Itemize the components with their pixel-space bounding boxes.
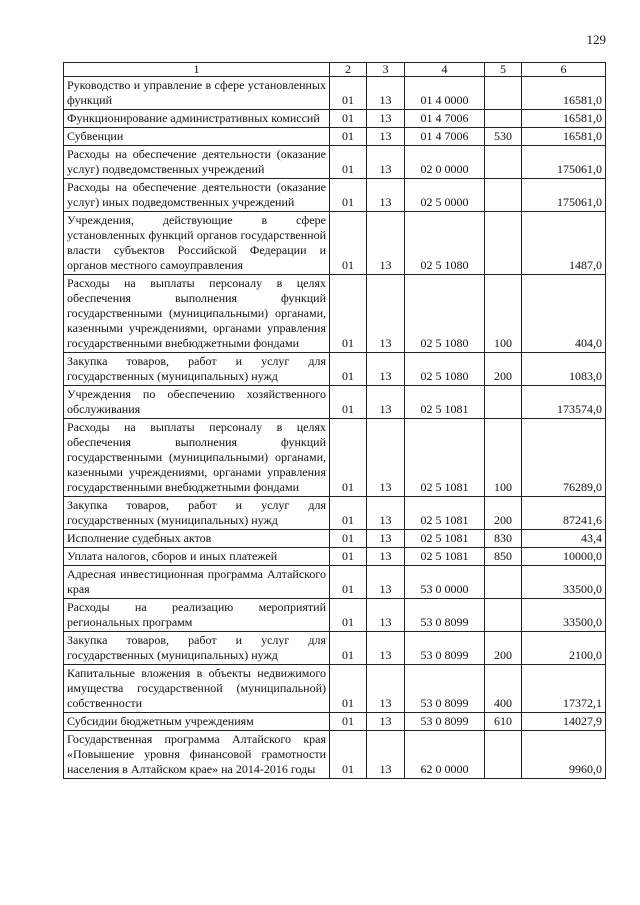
row-target-article-cell: 02 5 1081 (405, 497, 485, 530)
header-cell-5: 5 (485, 63, 522, 77)
row-amount-cell: 1083,0 (522, 353, 606, 386)
row-subsection-cell: 13 (367, 713, 405, 731)
row-target-article-cell: 02 5 1080 (405, 275, 485, 353)
row-subsection-cell: 13 (367, 212, 405, 275)
row-section-cell: 01 (330, 566, 367, 599)
row-name-cell: Учреждения, действующие в сфере установленных функций органов государственной власти субъектов Российской Федерации и органов местного самоуправления (64, 212, 330, 275)
row-target-article-cell: 01 4 0000 (405, 77, 485, 110)
table-row (64, 497, 606, 530)
row-subsection-cell: 13 (367, 665, 405, 713)
row-name-cell: Субвенции (64, 128, 330, 146)
row-amount-cell: 14027,9 (522, 713, 606, 731)
row-section-cell: 01 (330, 386, 367, 419)
row-name-cell: Субсидии бюджетным учреждениям (64, 713, 330, 731)
row-target-article-cell: 01 4 7006 (405, 110, 485, 128)
row-name-cell: Расходы на реализацию мероприятий региональных программ (64, 599, 330, 632)
budget-table (63, 62, 606, 779)
table-row (64, 386, 606, 419)
row-name-cell: Учреждения по обеспечению хозяйственного обслуживания (64, 386, 330, 419)
table-row (64, 353, 606, 386)
row-expense-type-cell (485, 731, 522, 779)
table-row (64, 731, 606, 779)
row-amount-cell: 10000,0 (522, 548, 606, 566)
table-row (64, 179, 606, 212)
row-amount-cell: 2100,0 (522, 632, 606, 665)
row-amount-cell: 17372,1 (522, 665, 606, 713)
table-row (64, 146, 606, 179)
row-section-cell: 01 (330, 713, 367, 731)
row-target-article-cell: 01 4 7006 (405, 128, 485, 146)
row-subsection-cell: 13 (367, 179, 405, 212)
table-row (64, 599, 606, 632)
row-expense-type-cell (485, 212, 522, 275)
table-row (64, 275, 606, 353)
row-expense-type-cell (485, 566, 522, 599)
row-target-article-cell: 02 5 1081 (405, 530, 485, 548)
row-expense-type-cell: 100 (485, 419, 522, 497)
row-section-cell: 01 (330, 599, 367, 632)
row-target-article-cell: 53 0 8099 (405, 632, 485, 665)
header-cell-2: 2 (330, 63, 367, 77)
row-section-cell: 01 (330, 632, 367, 665)
header-row (64, 63, 606, 77)
row-amount-cell: 87241,6 (522, 497, 606, 530)
table-row (64, 530, 606, 548)
header-cell-6: 6 (522, 63, 606, 77)
row-name-cell: Расходы на обеспечение деятельности (оказание услуг) подведомственных учреждений (64, 146, 330, 179)
row-section-cell: 01 (330, 275, 367, 353)
row-name-cell: Адресная инвестиционная программа Алтайского края (64, 566, 330, 599)
row-section-cell: 01 (330, 548, 367, 566)
row-section-cell: 01 (330, 665, 367, 713)
table-row (64, 110, 606, 128)
row-subsection-cell: 13 (367, 599, 405, 632)
row-section-cell: 01 (330, 731, 367, 779)
row-subsection-cell: 13 (367, 275, 405, 353)
row-name-cell: Государственная программа Алтайского края «Повышение уровня финансовой грамотности населения в Алтайском крае» на 2014-2016 годы (64, 731, 330, 779)
row-expense-type-cell (485, 599, 522, 632)
table-row (64, 665, 606, 713)
row-target-article-cell: 02 5 1080 (405, 212, 485, 275)
row-target-article-cell: 02 5 0000 (405, 179, 485, 212)
row-expense-type-cell (485, 386, 522, 419)
row-subsection-cell: 13 (367, 632, 405, 665)
table-row (64, 713, 606, 731)
row-expense-type-cell: 200 (485, 353, 522, 386)
row-name-cell: Функционирование административных комиссий (64, 110, 330, 128)
row-subsection-cell: 13 (367, 386, 405, 419)
row-amount-cell: 33500,0 (522, 599, 606, 632)
row-name-cell: Расходы на обеспечение деятельности (оказание услуг) иных подведомственных учреждений (64, 179, 330, 212)
row-name-cell: Расходы на выплаты персоналу в целях обеспечения выполнения функций государственными (муниципальными) органами, казенными учреждениями, органами управления государственными внебюджетными фондами (64, 419, 330, 497)
row-amount-cell: 9960,0 (522, 731, 606, 779)
row-subsection-cell: 13 (367, 548, 405, 566)
row-expense-type-cell (485, 146, 522, 179)
row-name-cell: Капитальные вложения в объекты недвижимого имущества государственной (муниципальной) собственности (64, 665, 330, 713)
row-expense-type-cell: 400 (485, 665, 522, 713)
row-expense-type-cell: 850 (485, 548, 522, 566)
row-name-cell: Руководство и управление в сфере установленных функций (64, 77, 330, 110)
table-row (64, 548, 606, 566)
row-subsection-cell: 13 (367, 530, 405, 548)
row-subsection-cell: 13 (367, 419, 405, 497)
row-subsection-cell: 13 (367, 110, 405, 128)
row-section-cell: 01 (330, 212, 367, 275)
row-amount-cell: 16581,0 (522, 77, 606, 110)
row-section-cell: 01 (330, 419, 367, 497)
row-amount-cell: 404,0 (522, 275, 606, 353)
row-subsection-cell: 13 (367, 353, 405, 386)
page-number: 129 (586, 32, 606, 47)
row-subsection-cell: 13 (367, 731, 405, 779)
row-section-cell: 01 (330, 128, 367, 146)
table-row (64, 419, 606, 497)
row-expense-type-cell: 200 (485, 497, 522, 530)
row-amount-cell: 175061,0 (522, 146, 606, 179)
header-cell-4: 4 (405, 63, 485, 77)
row-target-article-cell: 53 0 8099 (405, 713, 485, 731)
row-expense-type-cell (485, 110, 522, 128)
row-subsection-cell: 13 (367, 566, 405, 599)
row-expense-type-cell (485, 77, 522, 110)
row-target-article-cell: 02 0 0000 (405, 146, 485, 179)
row-expense-type-cell (485, 179, 522, 212)
row-expense-type-cell: 100 (485, 275, 522, 353)
row-expense-type-cell: 530 (485, 128, 522, 146)
row-name-cell: Исполнение судебных актов (64, 530, 330, 548)
row-target-article-cell: 02 5 1081 (405, 419, 485, 497)
row-section-cell: 01 (330, 179, 367, 212)
row-target-article-cell: 02 5 1081 (405, 548, 485, 566)
row-section-cell: 01 (330, 77, 367, 110)
row-expense-type-cell: 200 (485, 632, 522, 665)
row-amount-cell: 173574,0 (522, 386, 606, 419)
row-name-cell: Закупка товаров, работ и услуг для государственных (муниципальных) нужд (64, 497, 330, 530)
row-expense-type-cell: 610 (485, 713, 522, 731)
row-subsection-cell: 13 (367, 77, 405, 110)
row-name-cell: Закупка товаров, работ и услуг для государственных (муниципальных) нужд (64, 632, 330, 665)
row-name-cell: Уплата налогов, сборов и иных платежей (64, 548, 330, 566)
row-section-cell: 01 (330, 530, 367, 548)
table-row (64, 566, 606, 599)
row-section-cell: 01 (330, 110, 367, 128)
row-amount-cell: 33500,0 (522, 566, 606, 599)
header-cell-1: 1 (64, 63, 330, 77)
row-name-cell: Закупка товаров, работ и услуг для государственных (муниципальных) нужд (64, 353, 330, 386)
row-target-article-cell: 53 0 8099 (405, 599, 485, 632)
row-target-article-cell: 62 0 0000 (405, 731, 485, 779)
row-target-article-cell: 53 0 8099 (405, 665, 485, 713)
row-section-cell: 01 (330, 497, 367, 530)
row-amount-cell: 76289,0 (522, 419, 606, 497)
table-row (64, 128, 606, 146)
row-target-article-cell: 53 0 0000 (405, 566, 485, 599)
row-amount-cell: 16581,0 (522, 128, 606, 146)
row-section-cell: 01 (330, 146, 367, 179)
row-amount-cell: 16581,0 (522, 110, 606, 128)
row-target-article-cell: 02 5 1081 (405, 386, 485, 419)
row-amount-cell: 1487,0 (522, 212, 606, 275)
table-row (64, 212, 606, 275)
row-amount-cell: 43,4 (522, 530, 606, 548)
row-subsection-cell: 13 (367, 146, 405, 179)
table-row (64, 77, 606, 110)
row-subsection-cell: 13 (367, 497, 405, 530)
header-cell-3: 3 (367, 63, 405, 77)
row-name-cell: Расходы на выплаты персоналу в целях обеспечения выполнения функций государственными (муниципальными) органами, казенными учреждениями, органами управления государственными внебюджетными фондами (64, 275, 330, 353)
row-subsection-cell: 13 (367, 128, 405, 146)
row-section-cell: 01 (330, 353, 367, 386)
row-target-article-cell: 02 5 1080 (405, 353, 485, 386)
table-row (64, 632, 606, 665)
row-expense-type-cell: 830 (485, 530, 522, 548)
row-amount-cell: 175061,0 (522, 179, 606, 212)
